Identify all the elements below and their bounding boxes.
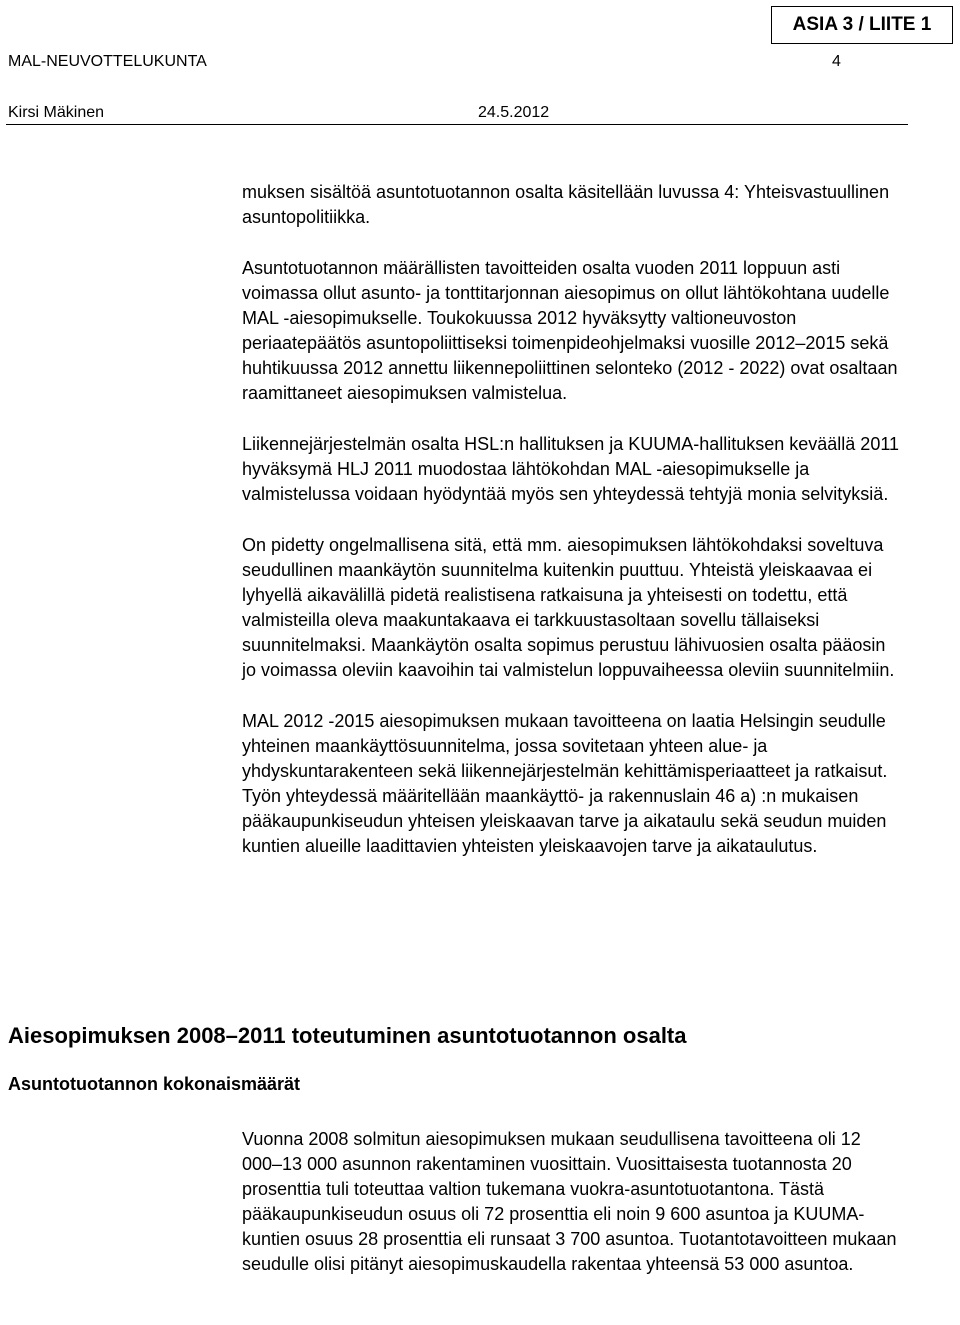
paragraph-2: Asuntotuotannon määrällisten tavoitteiden osalta vuoden 2011 loppuun asti voimassa ollut asunto- ja tonttitarjonnan aiesopimus on ollut lähtökohtana uudelle MAL -aiesopimukselle. Toukokuussa 2012 hyväksytty valtioneuvoston periaatepäätös asuntopoliittiseksi toimenpideohjelmaksi vuosille 2012–2015 sekä huhtikuussa 2012 annettu liikennepoliittinen selonteko (2012 - 2022) ovat osaltaan raamittaneet aiesopimuksen valmistelua.: [242, 258, 898, 403]
organization-name: MAL-NEUVOTTELUKUNTA: [8, 53, 207, 70]
section-paragraph: Vuonna 2008 solmitun aiesopimuksen mukaan seudullisena tavoitteena oli 12 000–13 000 asunnon rakentaminen vuosittain. Vuosittaisesta tuotannosta 20 prosenttia tuli toteuttaa valtion tukemana vuokra-asuntotuotantona. Tästä pääkaupunkiseudun osuus oli 72 prosenttia eli noin 9 600 asuntoa ja KUUMA-kuntien osuus 28 prosenttia eli runsaat 3 700 asuntoa. Tuotantotavoitteen mukaan seudulle olisi pitänyt aiesopimuskaudella rakentaa yhteensä 53 000 asuntoa.: [242, 1129, 897, 1274]
page-number: 4: [832, 53, 841, 70]
author-name: Kirsi Mäkinen: [8, 104, 105, 121]
paragraph-4: On pidetty ongelmallisena sitä, että mm. aiesopimuksen lähtökohdaksi soveltuva seudullinen maankäytön suunnitelma kuitenkin puuttuu. Yhteistä yleiskaavaa ei lyhyellä aikavälillä pidetä realistisena ratkaisuna ja yhteisesti on todettu, että valmisteilla oleva maakuntakaava ei tarkkuustasoltaan sovellu tällaiseksi suunnitelmaksi. Maankäytön osalta sopimus perustuu lähivuosien osalta pääosin jo voimassa oleviin kaavoihin tai valmistelun loppuvaiheessa oleviin suunnitelmiin.: [242, 535, 895, 680]
section-heading: Aiesopimuksen 2008–2011 toteutuminen asuntotuotannon osalta: [8, 1023, 687, 1048]
document-date: 24.5.2012: [478, 104, 550, 121]
header-divider: [6, 124, 908, 125]
attachment-stamp: ASIA 3 / LIITE 1: [771, 6, 953, 44]
section-body-text: [242, 1127, 902, 1277]
body-text: [242, 180, 902, 859]
section-subheading: Asuntotuotannon kokonaismäärät: [8, 1074, 301, 1094]
paragraph-5: MAL 2012 -2015 aiesopimuksen mukaan tavoitteena on laatia Helsingin seudulle yhteinen maankäyttösuunnitelma, jossa sovitetaan yhteen alue- ja yhdyskuntarakenteen sekä liikennejärjestelmän kehittämisperiaatteet ja ratkaisut. Työn yhteydessä määritellään maankäyttö- ja rakennuslain 46 a) :n mukaisen pääkaupunkiseudun yhteisen yleiskaavan tarve ja aikataulu sekä seudun muiden kuntien alueille laadittavien yhteisten yleiskaavojen tarve ja aikataulutus.: [242, 711, 888, 856]
paragraph-3: Liikennejärjestelmän osalta HSL:n hallituksen ja KUUMA-hallituksen keväällä 2011 hyväksymä HLJ 2011 muodostaa lähtökohdan MAL -aiesopimukselle ja valmistelussa voidaan hyödyntää myös sen yhteydessä tehtyjä monia selvityksiä.: [242, 434, 900, 504]
paragraph-1: muksen sisältöä asuntotuotannon osalta käsitellään luvussa 4: Yhteisvastuullinen asuntopolitiikka.: [242, 182, 890, 227]
